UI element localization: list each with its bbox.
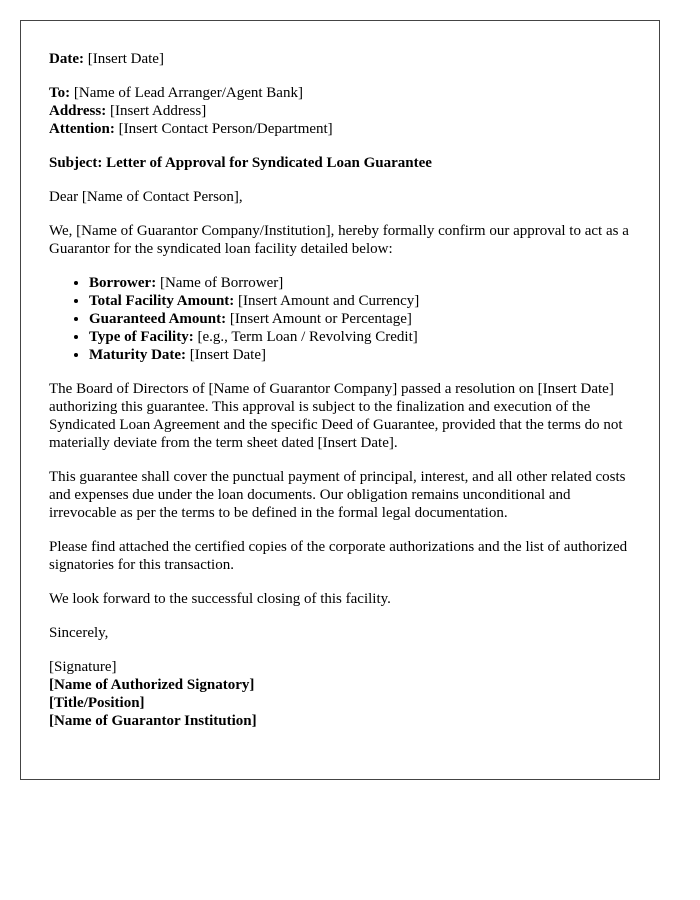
address-label: Address: — [49, 103, 107, 119]
date-line — [49, 50, 631, 68]
salutation: Dear [Name of Contact Person], — [49, 189, 243, 205]
intro-paragraph: We, [Name of Guarantor Company/Institution], hereby formally confirm our approval to act as a Guarantor for the syndicated loan facility detailed below: — [49, 223, 629, 257]
detail-value: [Name of Borrower] — [159, 275, 284, 291]
detail-item-guaranteed-amount — [89, 310, 631, 328]
detail-label: Maturity Date: — [89, 347, 187, 363]
address-line — [49, 102, 631, 120]
attention-value: [Insert Contact Person/Department] — [118, 121, 333, 137]
detail-value: [e.g., Term Loan / Revolving Credit] — [197, 329, 418, 345]
facility-details-list — [49, 274, 631, 364]
to-line — [49, 84, 631, 102]
subject-line: Subject: Letter of Approval for Syndicated Loan Guarantee — [49, 155, 432, 171]
detail-label: Guaranteed Amount: — [89, 311, 227, 327]
date-value: [Insert Date] — [87, 51, 164, 67]
signatory-name: [Name of Authorized Signatory] — [49, 677, 255, 693]
signatory-title: [Title/Position] — [49, 695, 145, 711]
to-value: [Name of Lead Arranger/Agent Bank] — [73, 85, 303, 101]
guarantor-institution: [Name of Guarantor Institution] — [49, 713, 257, 729]
recipient-block — [49, 84, 631, 138]
detail-label: Borrower: — [89, 275, 157, 291]
address-value: [Insert Address] — [109, 103, 207, 119]
detail-item-type-of-facility — [89, 328, 631, 346]
detail-value: [Insert Amount or Percentage] — [229, 311, 412, 327]
detail-item-total-facility-amount — [89, 292, 631, 310]
date-label: Date: — [49, 51, 84, 67]
signature-placeholder: [Signature] — [49, 659, 117, 675]
detail-label: Type of Facility: — [89, 329, 194, 345]
date-block — [49, 50, 631, 68]
detail-value: [Insert Date] — [189, 347, 267, 363]
detail-value: [Insert Amount and Currency] — [238, 293, 420, 309]
attention-line — [49, 120, 631, 138]
guarantee-coverage-paragraph: This guarantee shall cover the punctual payment of principal, interest, and all other related costs and expenses due under the loan documents. Our obligation remains unconditional and irrevocable as per the terms to be defined in the formal legal documentation. — [49, 469, 626, 521]
closing: Sincerely, — [49, 625, 109, 641]
detail-item-borrower — [89, 274, 631, 292]
detail-item-maturity-date — [89, 346, 631, 364]
attachments-paragraph: Please find attached the certified copies of the corporate authorizations and the list of authorized signatories for this transaction. — [49, 539, 628, 573]
detail-label: Total Facility Amount: — [89, 293, 235, 309]
attention-label: Attention: — [49, 121, 115, 137]
to-label: To: — [49, 85, 71, 101]
signature-block — [49, 658, 631, 730]
board-resolution-paragraph: The Board of Directors of [Name of Guarantor Company] passed a resolution on [Insert Date] authorizing this guarantee. This approval is subject to the finalization and execution of the Syndicated Loan Agreement and the specific Deed of Guarantee, provided that the terms do not materially deviate from the term sheet dated [Insert Date]. — [49, 381, 623, 451]
letter-page — [20, 20, 660, 780]
closing-remark-paragraph: We look forward to the successful closing of this facility. — [49, 591, 391, 607]
